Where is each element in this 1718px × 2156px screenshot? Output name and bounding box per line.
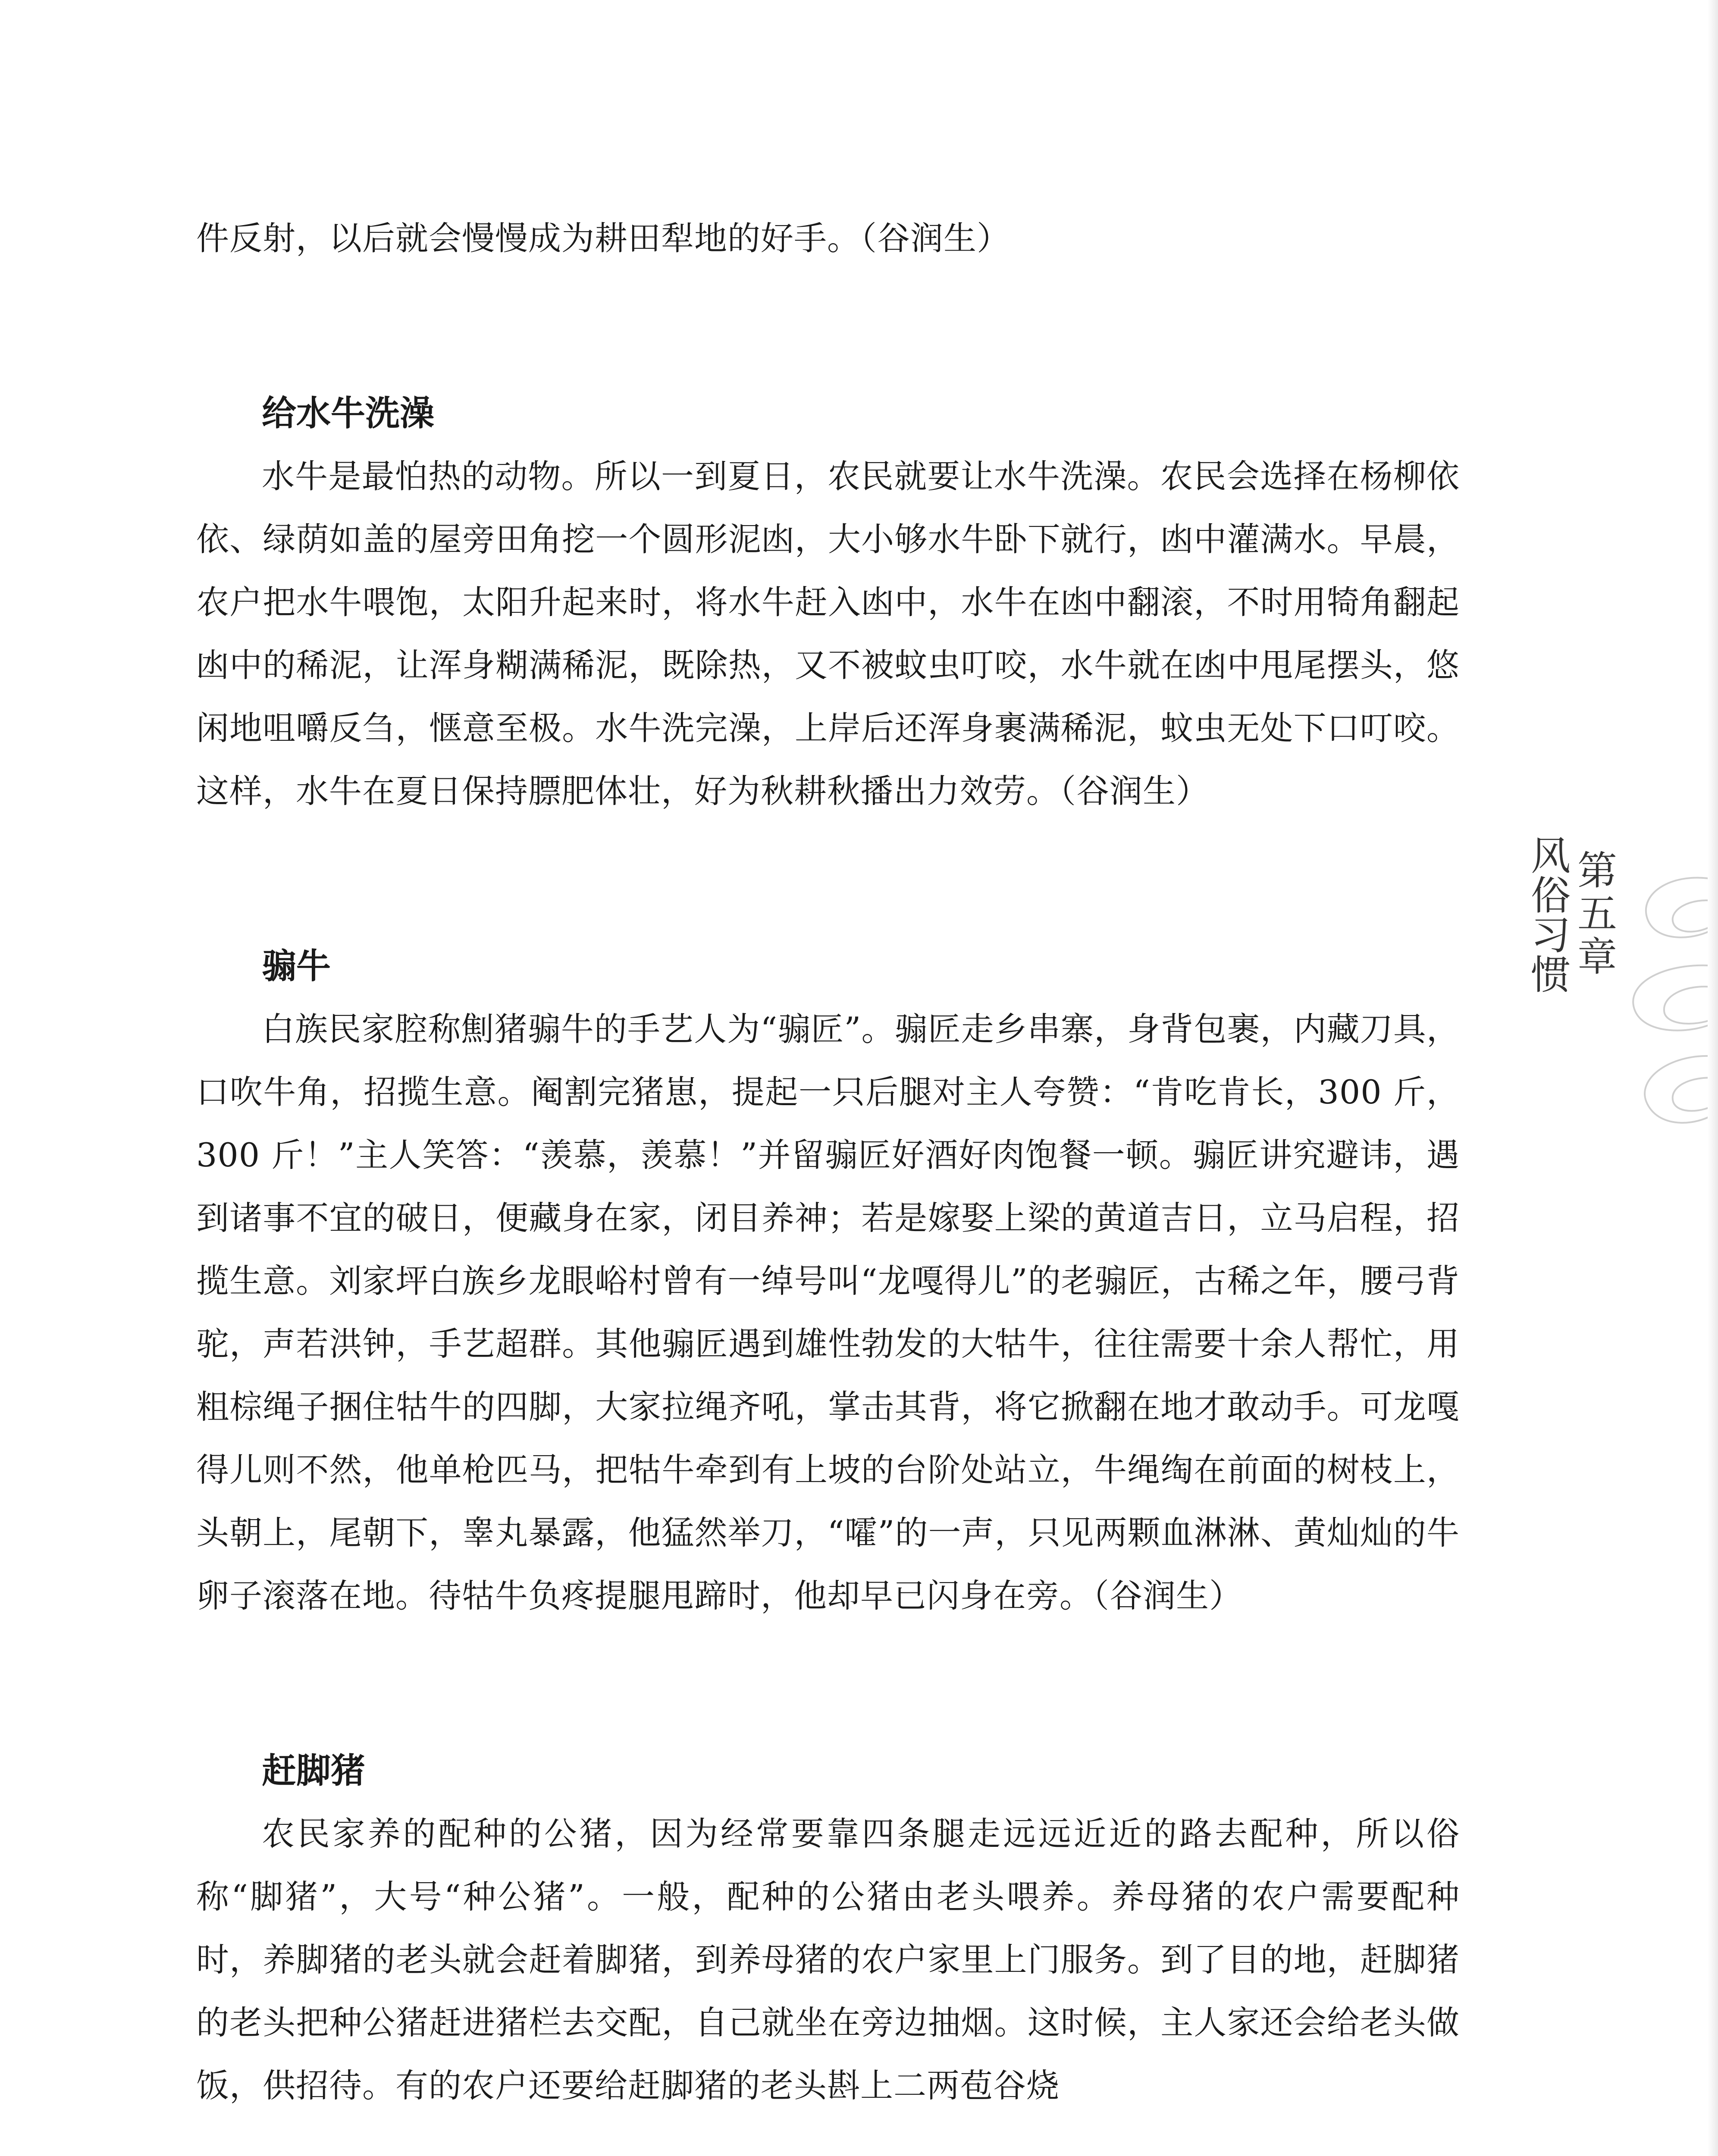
section-paragraph: 农民家养的配种的公猪，因为经常要靠四条腿走远远近近的路去配种，所以俗称“脚猪”，大号“种公猪”。一般，配种的公猪由老头喂养。养母猪的农户需要配种时，养脚猪的老头就会赶着脚猪，到养母猪的农户家里上门服务。到了目的地，赶脚猪的老头把种公猪赶进猪栏去交配，自己就坐在旁边抽烟。这时候，主人家还会给老头做饭，供招待。有的农户还要给赶脚猪的老头斟上二两苞谷烧	[196, 1814, 1460, 2105]
text-column	[196, 207, 1460, 2117]
section-paragraph: 水牛是最怕热的动物。所以一到夏日，农民就要让水牛洗澡。农民会选择在杨柳依依、绿荫如盖的屋旁田角挖一个圆形泥凼，大小够水牛卧下就行，凼中灌满水。早晨，农户把水牛喂饱，太阳升起来时，将水牛赶入凼中，水牛在凼中翻滚，不时用犄角翻起凼中的稀泥，让浑身糊满稀泥，既除热，又不被蚊虫叮咬，水牛就在凼中甩尾摆头，悠闲地咀嚼反刍，惬意至极。水牛洗完澡，上岸后还浑身裹满稀泥，蚊虫无处下口叮咬。这样，水牛在夏日保持膘肥体壮，好为秋耕秋播出力效劳。（谷润生）	[196, 457, 1460, 810]
section-title: 骟牛	[262, 946, 331, 986]
chapter-title: 风俗习惯	[1524, 835, 1571, 993]
chapter-number: 第五章	[1571, 849, 1617, 979]
section-buffalo-bath	[196, 382, 1460, 823]
section-paragraph: 白族民家腔称劁猪骟牛的手艺人为“骟匠”。骟匠走乡串寨，身背包裹，内藏刀具，口吹牛角，招揽生意。阉割完猪崽，提起一只后腿对主人夸赞：“肯吃肯长，300 斤，300 斤！”主人笑答：“羡慕，羡慕！”并留骟匠好酒好肉饱餐一顿。骟匠讲究避讳，遇到诸事不宜的破日，便藏身在家，闭目养神；若是嫁娶上梁的黄道吉日，立马启程，招揽生意。刘家坪白族乡龙眼峪村曾有一绰号叫“龙嘎得儿”的老骟匠，古稀之年，腰弓背驼，声若洪钟，手艺超群。其他骟匠遇到雄性勃发的大牯牛，往往需要十余人帮忙，用粗棕绳子捆住牯牛的四脚，大家拉绳齐吼，掌击其背，将它掀翻在地才敢动手。可龙嘎得儿则不然，他单枪匹马，把牯牛牵到有上坡的台阶处站立，牛绳绹在前面的树枝上，头朝上，尾朝下，睾丸暴露，他猛然举刀，“嚯”的一声，只见两颗血淋淋、黄灿灿的牛卵子滚落在地。待牯牛负疼提腿甩蹄时，他却早已闪身在旁。（谷润生）	[196, 1010, 1460, 1615]
chapter-side-tab	[1524, 832, 1617, 996]
page-edge	[1708, 0, 1718, 2156]
section-boar-herding	[196, 1739, 1460, 2117]
section-title: 赶脚猪	[262, 1751, 365, 1791]
section-castrate-ox	[196, 935, 1460, 1627]
section-title: 给水牛洗澡	[262, 393, 434, 433]
continuation-paragraph: 件反射，以后就会慢慢成为耕田犁地的好手。（谷润生）	[196, 219, 1010, 257]
